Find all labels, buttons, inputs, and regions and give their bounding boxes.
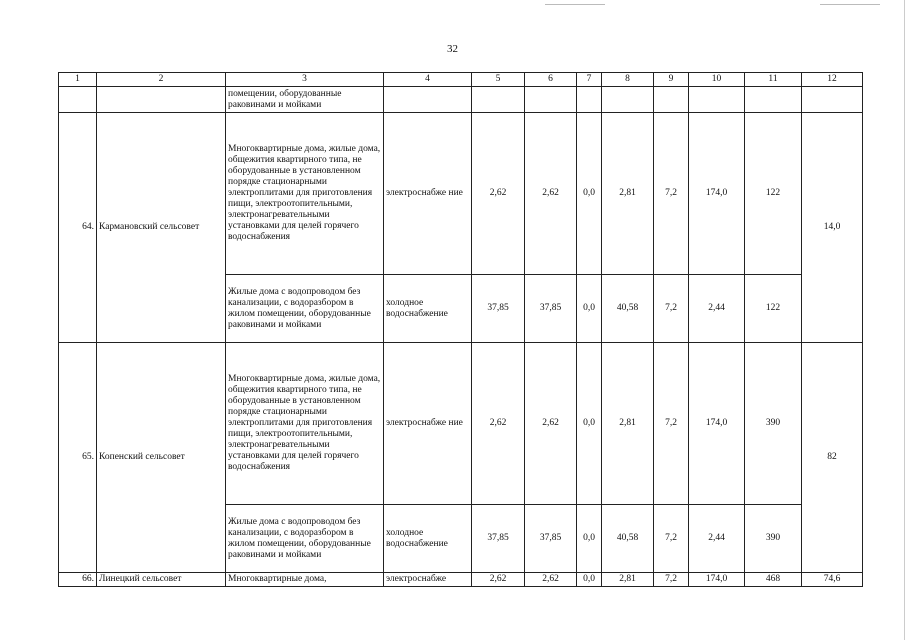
- row-index: 66.: [59, 573, 97, 587]
- category-description: помещении, оборудованные раковинами и мойками: [226, 87, 384, 113]
- value-cell: 0,0: [577, 343, 602, 505]
- service-type: электроснабже ние: [384, 113, 472, 275]
- tariff-table: [58, 72, 863, 587]
- value-cell: 2,62: [472, 573, 525, 587]
- value-cell: 390: [745, 505, 802, 573]
- column-number: 9: [654, 73, 689, 87]
- value-cell: 0,0: [577, 275, 602, 343]
- value-cell: 390: [745, 343, 802, 505]
- value-cell: 40,58: [602, 505, 654, 573]
- total-value: 82: [802, 343, 863, 573]
- scan-mark-top-right: [820, 4, 880, 5]
- column-number: 7: [577, 73, 602, 87]
- value-cell: 174,0: [689, 343, 745, 505]
- value-cell: 0,0: [577, 505, 602, 573]
- column-number: 5: [472, 73, 525, 87]
- service-type: холодное водоснабжение: [384, 505, 472, 573]
- value-cell: 7,2: [654, 275, 689, 343]
- column-number: 11: [745, 73, 802, 87]
- value-cell: 7,2: [654, 113, 689, 275]
- column-number: 6: [525, 73, 577, 87]
- value-cell: 2,62: [472, 113, 525, 275]
- category-description: Многоквартирные дома,: [226, 573, 384, 587]
- category-description: Жилые дома с водопроводом без канализации, с водоразбором в жилом помещении, оборудованные раковинами и мойками: [226, 275, 384, 343]
- row-index: 65.: [59, 343, 97, 573]
- column-number: 4: [384, 73, 472, 87]
- value-cell: 7,2: [654, 343, 689, 505]
- value-cell: 7,2: [654, 573, 689, 587]
- value-cell: 2,62: [525, 343, 577, 505]
- value-cell: 2,81: [602, 573, 654, 587]
- value-cell: 37,85: [525, 275, 577, 343]
- service-type: электроснабже ние: [384, 343, 472, 505]
- table-row: [59, 573, 863, 587]
- column-number: 8: [602, 73, 654, 87]
- value-cell: 2,62: [525, 113, 577, 275]
- column-number-row: [59, 73, 863, 87]
- table-row: [59, 113, 863, 275]
- settlement-name: Кармановский сельсовет: [97, 113, 226, 343]
- column-number: 12: [802, 73, 863, 87]
- value-cell: 2,62: [472, 343, 525, 505]
- value-cell: 2,81: [602, 113, 654, 275]
- value-cell: 37,85: [472, 275, 525, 343]
- value-cell: 0,0: [577, 113, 602, 275]
- total-value: 14,0: [802, 113, 863, 343]
- row-index: 64.: [59, 113, 97, 343]
- value-cell: 37,85: [472, 505, 525, 573]
- value-cell: 2,81: [602, 343, 654, 505]
- value-cell: 468: [745, 573, 802, 587]
- value-cell: 7,2: [654, 505, 689, 573]
- value-cell: 2,44: [689, 505, 745, 573]
- value-cell: 174,0: [689, 573, 745, 587]
- category-description: Многоквартирные дома, жилые дома, общежития квартирного типа, не оборудованные в установленном порядке стационарными электроплитами для приготовления пищи, электроотопительными, электронагревательными установками для целей горячего водоснабжения: [226, 343, 384, 505]
- page-number: 32: [447, 43, 458, 55]
- value-cell: 2,62: [525, 573, 577, 587]
- category-description: Жилые дома с водопроводом без канализации, с водоразбором в жилом помещении, оборудованные раковинами и мойками: [226, 505, 384, 573]
- service-type: холодное водоснабжение: [384, 275, 472, 343]
- column-number: 1: [59, 73, 97, 87]
- value-cell: 0,0: [577, 573, 602, 587]
- category-description: Многоквартирные дома, жилые дома, общежития квартирного типа, не оборудованные в установленном порядке стационарными электроплитами для приготовления пищи, электроотопительными, электронагревательными установками для целей горячего водоснабжения: [226, 113, 384, 275]
- table-row: [59, 343, 863, 505]
- settlement-name: Линецкий сельсовет: [97, 573, 226, 587]
- settlement-name: Копенский сельсовет: [97, 343, 226, 573]
- table-row-continuation: [59, 87, 863, 113]
- column-number: 2: [97, 73, 226, 87]
- value-cell: 2,44: [689, 275, 745, 343]
- service-type: электроснабже: [384, 573, 472, 587]
- column-number: 3: [226, 73, 384, 87]
- value-cell: 40,58: [602, 275, 654, 343]
- value-cell: 122: [745, 275, 802, 343]
- value-cell: 174,0: [689, 113, 745, 275]
- scan-mark-top: [545, 4, 605, 5]
- total-value: 74,6: [802, 573, 863, 587]
- column-number: 10: [689, 73, 745, 87]
- value-cell: 122: [745, 113, 802, 275]
- value-cell: 37,85: [525, 505, 577, 573]
